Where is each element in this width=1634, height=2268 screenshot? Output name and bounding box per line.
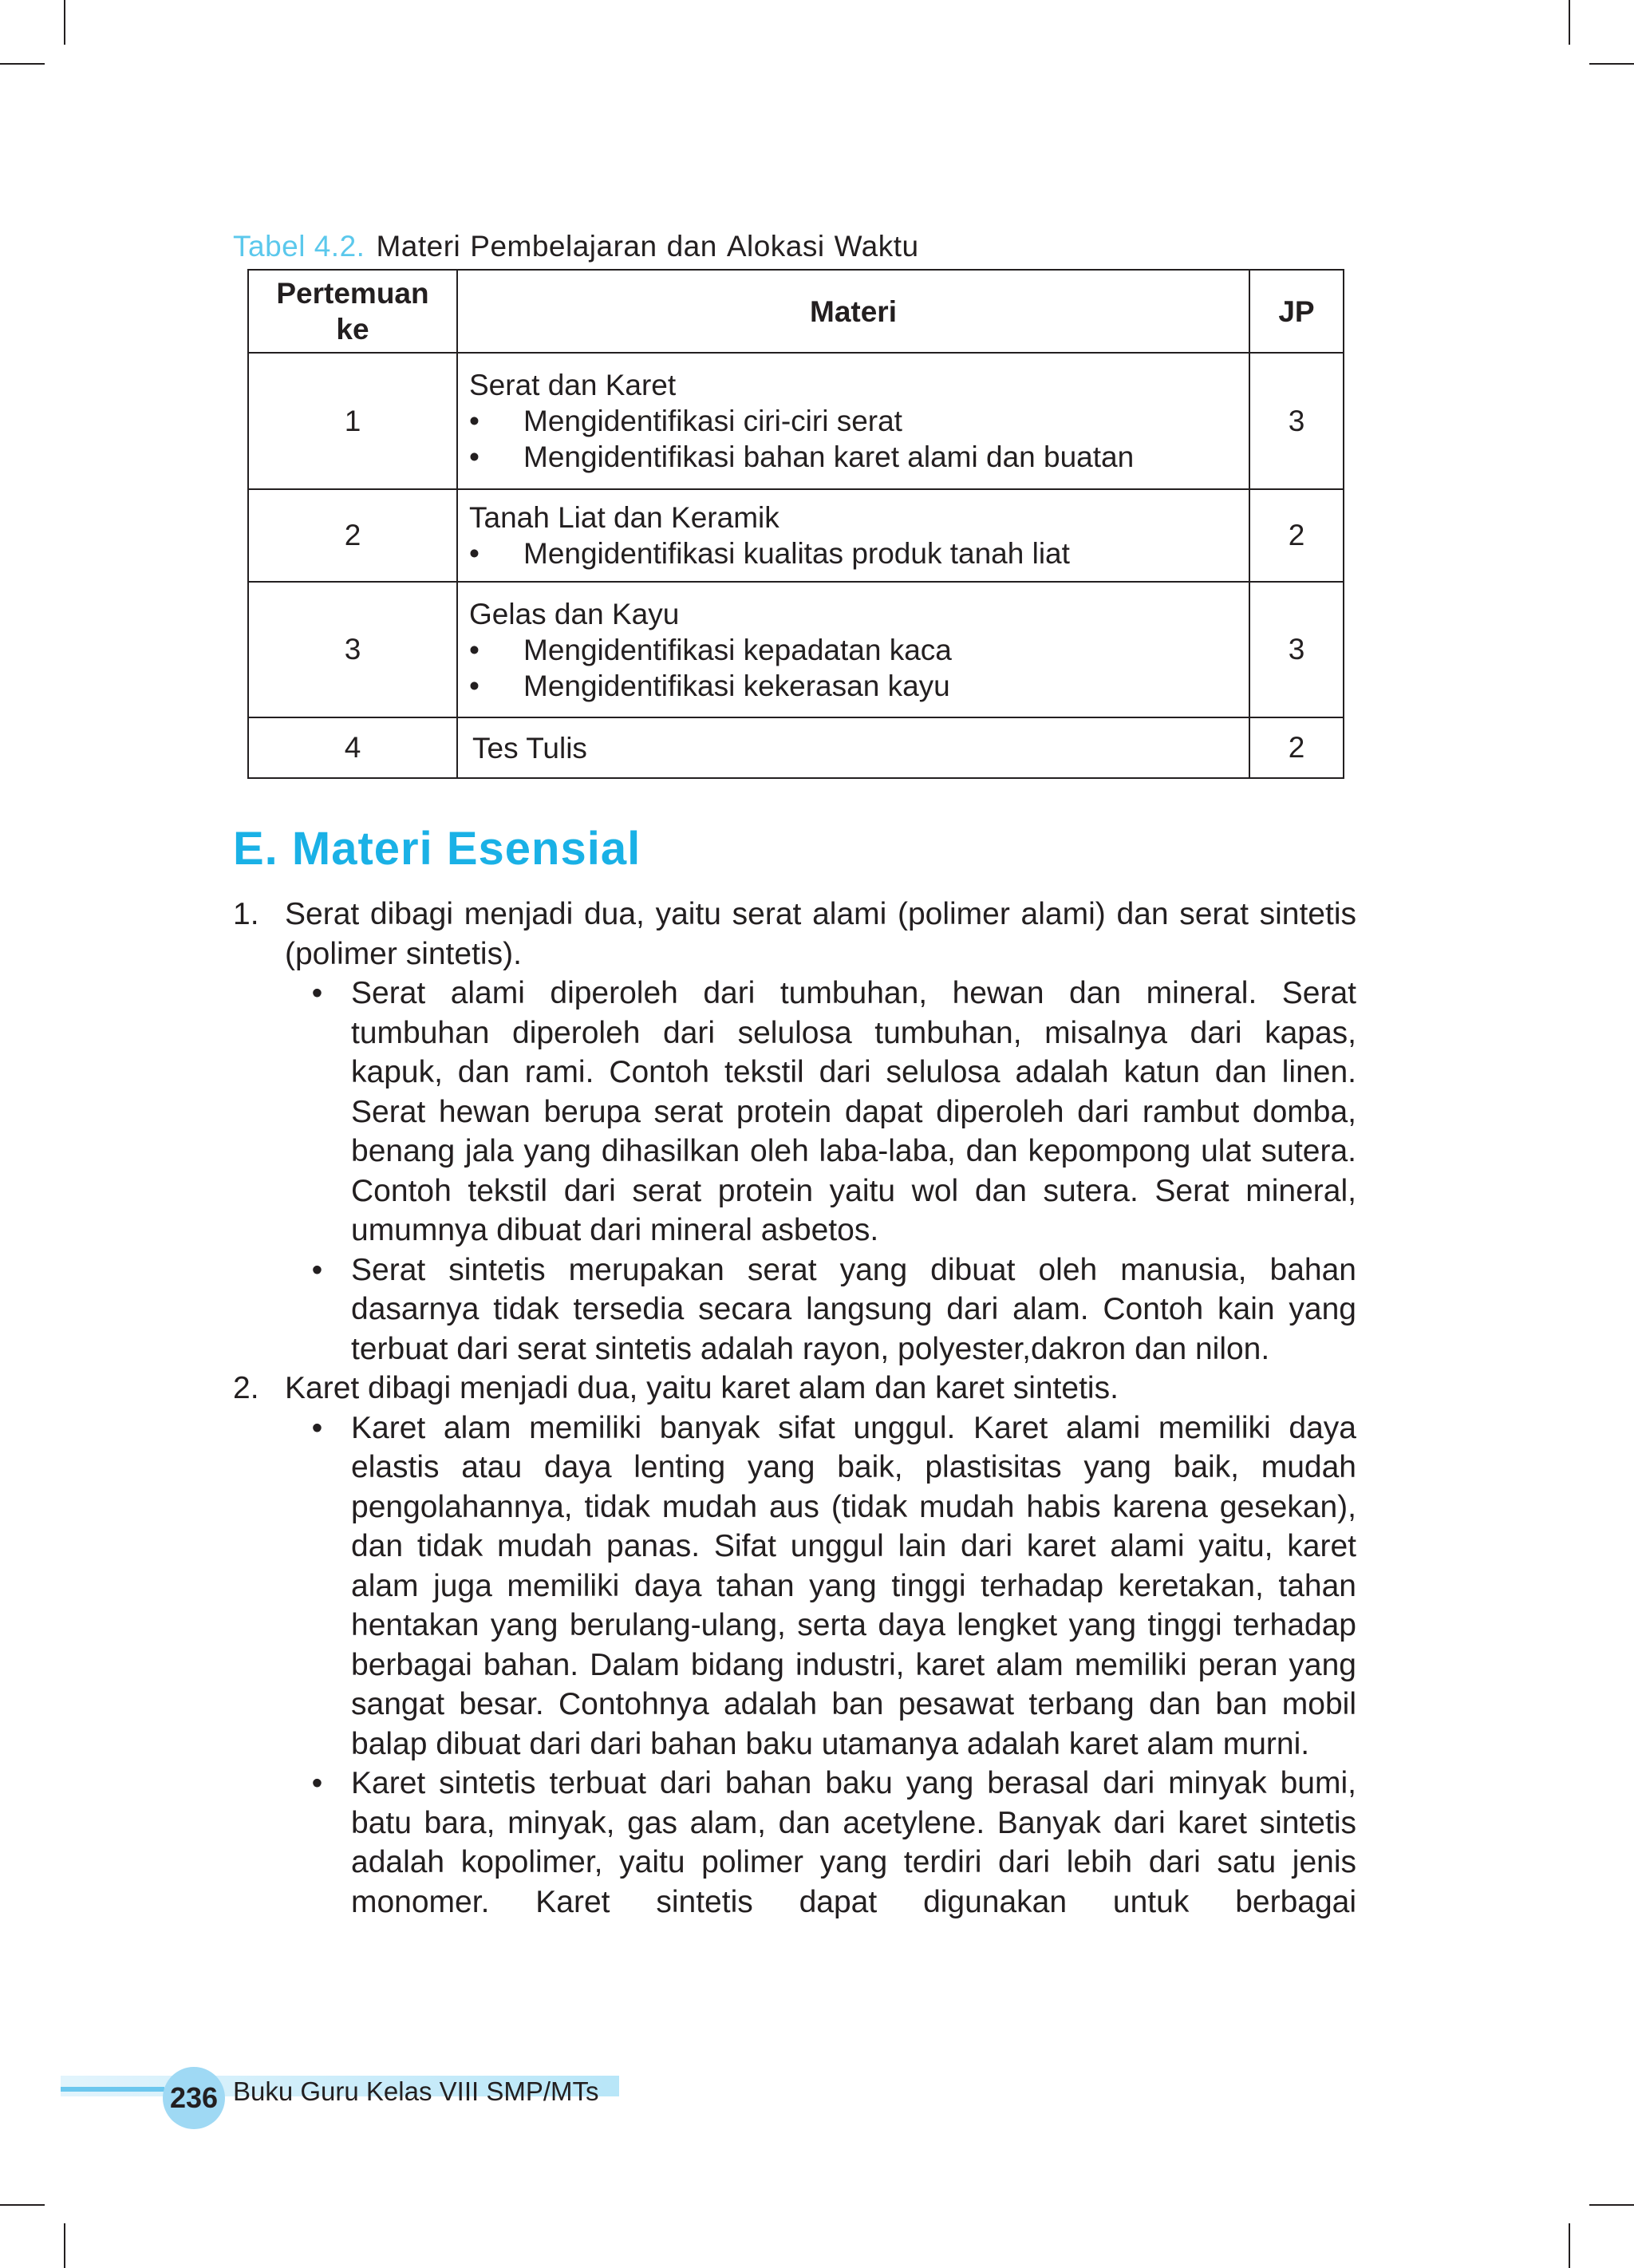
table-row [248, 489, 1344, 582]
point-number: 1. [233, 897, 259, 931]
bullet-text: Serat alami diperoleh dari tumbuhan, hewan dan mineral. Serat tumbuhan diperoleh dari selulosa tumbuhan, misalnya dari kapas, kapuk, dan rami. Contoh tekstil dari selulosa adalah katun dan linen. Serat hewan berupa serat protein dapat diperoleh dari rambut domba, benang jala yang dihasilkan oleh laba-laba, dan kepompong ulat sutera. Contoh tekstil dari serat protein yaitu wol dan sutera. Serat mineral, umumnya dibuat dari mineral asbetos. [351, 976, 1356, 1247]
header-materi: Materi [457, 270, 1249, 353]
materi-item-text: Mengidentifikasi ciri-ciri serat [523, 405, 902, 437]
point-body [285, 895, 1356, 1369]
numbered-point [233, 1369, 1356, 1922]
bullet-dot: • [469, 633, 480, 666]
bullet-paragraph [283, 974, 1356, 1251]
point-body [285, 1369, 1356, 1922]
table-header-row [248, 270, 1344, 353]
bullet-dot: • [469, 537, 480, 570]
materi-esensial-content [233, 895, 1356, 1922]
bullet-dot: • [469, 405, 480, 437]
point-text: Karet dibagi menjadi dua, yaitu karet alam dan karet sintetis. [285, 1371, 1119, 1405]
cell-pertemuan: 3 [248, 582, 457, 717]
cell-jp: 2 [1249, 717, 1344, 778]
materi-item-text: Mengidentifikasi kualitas produk tanah liat [523, 537, 1070, 570]
table-title-word: Materi [376, 230, 461, 263]
cell-jp: 3 [1249, 353, 1344, 489]
bullet-dot: • [469, 441, 480, 473]
header-jp: JP [1249, 270, 1344, 353]
table-row [248, 582, 1344, 717]
cell-pertemuan: 4 [248, 717, 457, 778]
table-title-word: dan [666, 230, 717, 263]
bullet-dot: • [311, 1766, 323, 1800]
page-number: 236 [169, 2081, 219, 2114]
table-label: Tabel 4.2. [233, 230, 365, 263]
materi-item-text: Mengidentifikasi bahan karet alami dan buatan [523, 441, 1135, 473]
cell-materi [457, 489, 1249, 582]
table-title-word: Alokasi [726, 230, 825, 263]
materi-topic: Tanah Liat dan Keramik [469, 501, 780, 534]
materi-topic: Tes Tulis [472, 731, 587, 765]
crop-mark [0, 63, 45, 65]
bullet-paragraph [283, 1251, 1356, 1369]
cell-jp: 2 [1249, 489, 1344, 582]
cell-pertemuan: 2 [248, 489, 457, 582]
bullet-dot: • [469, 669, 480, 702]
crop-mark [1589, 63, 1634, 65]
materi-item [469, 439, 1249, 475]
header-pertemuan-line2: ke [336, 313, 369, 346]
section-heading: E. Materi Esensial [233, 823, 641, 875]
table-title-word: Waktu [834, 230, 919, 263]
point-number: 2. [233, 1371, 259, 1405]
table-title-word: Pembelajaran [470, 230, 657, 263]
bullet-text: Karet sintetis terbuat dari bahan baku yang berasal dari minyak bumi, batu bara, minyak, gas alam, dan acetylene. Banyak dari karet sintetis adalah kopolimer, yaitu polimer yang terdiri dari lebih dari satu jenis monomer. Karet sintetis dapat digunakan untuk berbagai [351, 1766, 1356, 1919]
table-title [376, 230, 928, 263]
crop-mark [1569, 0, 1570, 45]
crop-mark [64, 0, 65, 45]
bullet-dot: • [311, 976, 323, 1010]
point-text: Serat dibagi menjadi dua, yaitu serat alami (polimer alami) dan serat sintetis (polimer sintetis). [285, 897, 1356, 971]
header-pertemuan [248, 270, 457, 353]
materi-item-text: Mengidentifikasi kepadatan kaca [523, 633, 952, 666]
bullet-text: Serat sintetis merupakan serat yang dibuat oleh manusia, bahan dasarnya tidak tersedia secara langsung dari alam. Contoh kain yang terbuat dari serat sintetis adalah rayon, polyester,dakron dan nilon. [351, 1252, 1356, 1366]
crop-mark [1589, 2204, 1634, 2206]
footer-bar-accent [61, 2087, 164, 2092]
bullet-paragraph [283, 1409, 1356, 1764]
bullet-dot: • [311, 1410, 323, 1445]
bullet-paragraph [283, 1764, 1356, 1922]
book-title: Buku Guru Kelas VIII SMP/MTs [233, 2076, 599, 2106]
materi-item [469, 535, 1249, 571]
page-number-badge [163, 2067, 225, 2129]
materi-item [469, 668, 1249, 704]
crop-mark [0, 2204, 45, 2206]
materi-topic: Serat dan Karet [469, 369, 677, 401]
header-pertemuan-line1: Pertemuan [276, 277, 429, 310]
materi-item [469, 632, 1249, 668]
table-caption [233, 230, 929, 263]
bullet-dot: • [311, 1252, 323, 1287]
cell-pertemuan: 1 [248, 353, 457, 489]
crop-mark [1569, 2223, 1570, 2268]
numbered-point [233, 895, 1356, 1369]
table-row [248, 353, 1344, 489]
materi-item [469, 403, 1249, 439]
cell-materi [457, 353, 1249, 489]
crop-mark [64, 2223, 65, 2268]
table-row [248, 717, 1344, 778]
cell-materi [457, 582, 1249, 717]
materi-item-text: Mengidentifikasi kekerasan kayu [523, 669, 950, 702]
materi-table [247, 269, 1344, 779]
bullet-text: Karet alam memiliki banyak sifat unggul. Karet alami memiliki daya elastis atau daya lenting yang baik, plastisitas yang baik, mudah pengolahannya, tidak mudah aus (tidak mudah habis karena gesekan), dan tidak mudah panas. Sifat unggul lain dari karet alami yaitu, karet alam juga memiliki daya tahan yang tinggi terhadap keretakan, tahan hentakan yang berulang-ulang, serta daya lengket yang tinggi terhadap berbagai bahan. Dalam bidang industri, karet alam memiliki peran yang sangat besar. Contohnya adalah ban pesawat terbang dan ban mobil balap dibuat dari dari bahan baku utamanya adalah karet alam murni. [351, 1410, 1356, 1761]
cell-materi [457, 717, 1249, 778]
cell-jp: 3 [1249, 582, 1344, 717]
materi-topic: Gelas dan Kayu [469, 597, 680, 630]
